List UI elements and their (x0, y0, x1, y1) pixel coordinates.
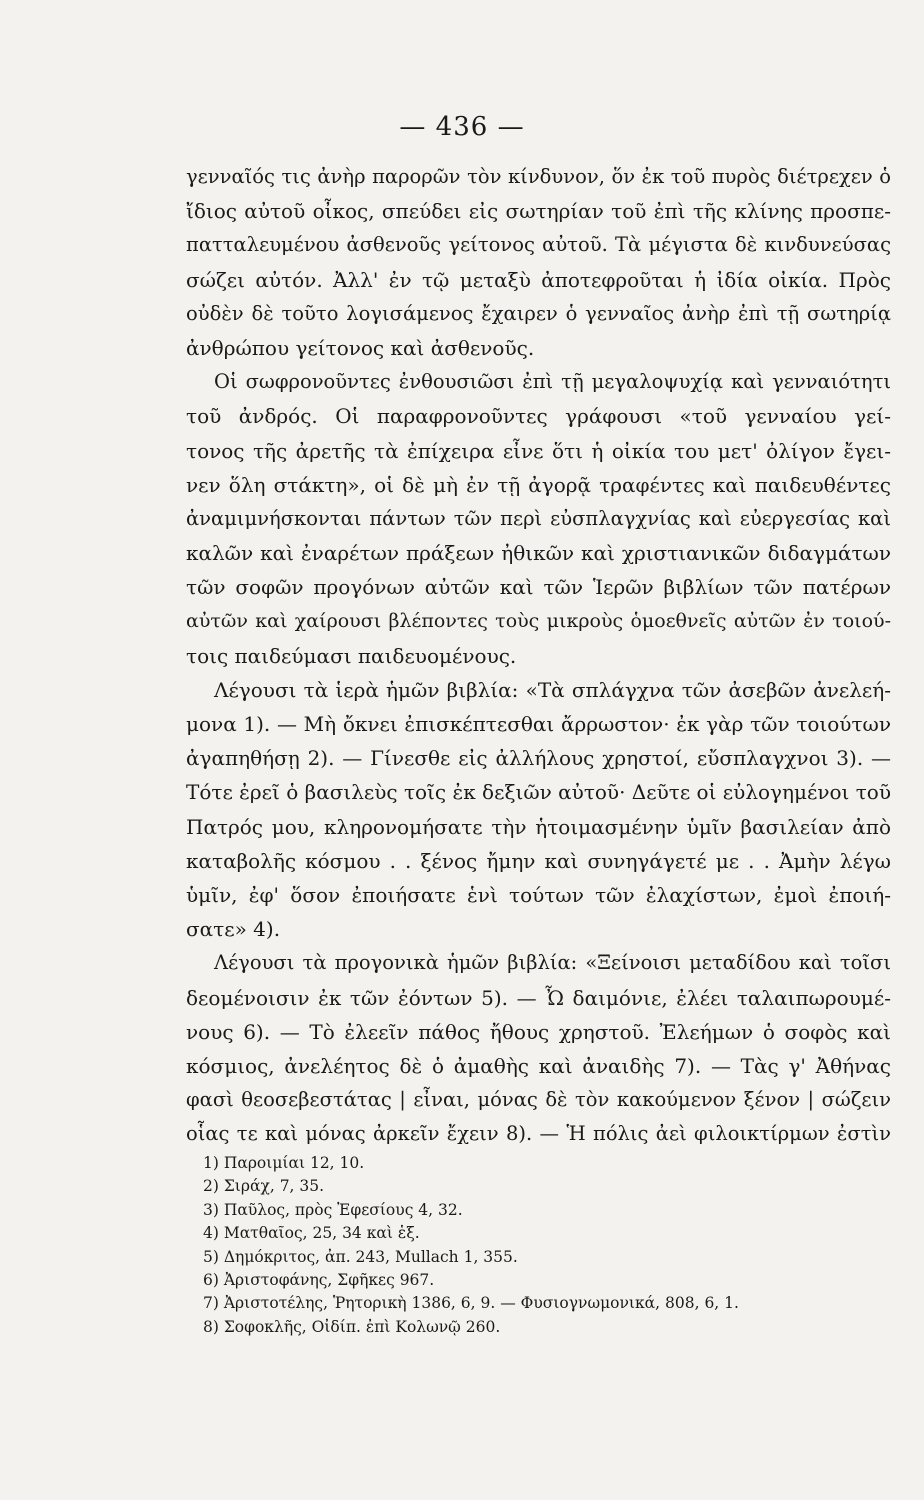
text-line: ἀγαπηθήσῃ 2). — Γίνεσθε εἰς ἀλλήλους χρηστοί, εὔσπλαγχνοι 3). — (186, 746, 891, 771)
text-line: τῶν σοφῶν προγόνων αὐτῶν καὶ τῶν Ἱερῶν βιβλίων τῶν πατέρων (186, 575, 891, 600)
text-line: ὑμῖν, ἐφ' ὅσον ἐποιήσατε ἑνὶ τούτων τῶν ἐλαχίστων, ἐμοὶ ἐποιή- (186, 882, 891, 907)
text-line: Πατρός μου, κληρονομήσατε τὴν ἡτοιμασμένην ὑμῖν βασιλείαν ἀπὸ (186, 814, 891, 839)
text-line: τοῦ ἀνδρός. Οἱ παραφρονοῦντες γράφουσι «τοῦ γενναίου γεί- (186, 404, 891, 429)
text-line: νεν ὅλη στάκτη», οἱ δὲ μὴ ἐν τῇ ἀγορᾷ τραφέντες καὶ παιδευθέντες (186, 472, 891, 497)
text-line: γενναῖός τις ἀνὴρ παρορῶν τὸν κίνδυνον, ὅν ἐκ τοῦ πυρὸς διέτρεχεν ὁ (186, 165, 891, 188)
text-line: τοις παιδεύμασι παιδευομένους. (186, 643, 517, 668)
text-line: Οἱ σωφρονοῦντες ἐνθουσιῶσι ἐπὶ τῇ μεγαλοψυχίᾳ καὶ γενναιότητι (214, 370, 891, 394)
footnote: 7) Ἀριστοτέλης, Ῥητορικὴ 1386, 6, 9. — Φυσιογνωμονικά, 808, 6, 1. (203, 1294, 739, 1313)
footnote: 1) Παροιμίαι 12, 10. (203, 1154, 365, 1172)
text-line: φασὶ θεοσεβεστάτας | εἶναι, μόνας δὲ τὸν κακούμενον ξένον | σώζειν (186, 1088, 891, 1112)
text-line: Λέγουσι τὰ προγονικὰ ἡμῶν βιβλία: «Ξείνοισι μεταδίδου καὶ τοῖσι (214, 951, 891, 975)
page-number: — 436 — (399, 112, 525, 142)
text-line: νους 6). — Τὸ ἐλεεῖν πάθος ἤθους χρηστοῦ. Ἐλεήμων ὁ σοφὸς καὶ (186, 1019, 891, 1044)
text-line: τονος τῆς ἀρετῆς τὰ ἐπίχειρα εἶνε ὅτι ἡ οἰκία του μετ' ὀλίγον ἔγει- (186, 438, 891, 463)
text-line: ἴδιος αὐτοῦ οἶκος, σπεύδει εἰς σωτηρίαν τοῦ ἐπὶ τῆς κλίνης προσπε- (186, 199, 891, 224)
footnotes (203, 1152, 823, 1339)
text-line: καλῶν καὶ ἐναρέτων πράξεων ἠθικῶν καὶ χριστιανικῶν διδαγμάτων (186, 541, 891, 566)
text-line: αὐτῶν καὶ χαίρουσι βλέποντες τοὺς μικροὺς ὁμοεθνεῖς αὐτῶν ἐν τοιού- (186, 610, 891, 633)
text-line: σώζει αὐτόν. Ἀλλ' ἐν τῷ μεταξὺ ἀποτεφροῦται ἡ ἰδία οἰκία. Πρὸς (186, 267, 891, 292)
footnote: 2) Σιράχ, 7, 35. (203, 1177, 325, 1196)
text-line: Τότε ἐρεῖ ὁ βασιλεὺς τοῖς ἐκ δεξιῶν αὐτοῦ· Δεῦτε οἱ εὐλογημένοι τοῦ (186, 780, 891, 805)
text-line: ἀναμιμνήσκονται πάντων τῶν περὶ εὐσπλαγχνίας καὶ εὐεργεσίας καὶ (186, 506, 891, 530)
text-line: μονα 1). — Μὴ ὄκνει ἐπισκέπτεσθαι ἄρρωστον· ἐκ γὰρ τῶν τοιούτων (186, 712, 891, 736)
text-line: ἀνθρώπου γείτονος καὶ ἀσθενοῦς. (186, 335, 535, 360)
text-line: πατταλευμένου ἀσθενοῦς γείτονος αὐτοῦ. Τὰ μέγιστα δὲ κινδυνεύσας (186, 233, 891, 257)
text-line: οἷας τε καὶ μόνας ἀρκεῖν ἔχειν 8). — Ἡ πόλις ἀεὶ φιλοικτίρμων ἐστὶν (186, 1122, 891, 1146)
text-line: κόσμιος, ἀνελέητος δὲ ὁ ἀμαθὴς καὶ ἀναιδὴς 7). — Τὰς γ' Ἀθήνας (186, 1053, 891, 1078)
text-line: Λέγουσι τὰ ἱερὰ ἡμῶν βιβλία: «Τὰ σπλάγχνα τῶν ἀσεβῶν ἀνελεή- (214, 677, 891, 702)
footnote: 3) Παῦλος, πρὸς Ἐφεσίους 4, 32. (203, 1200, 463, 1219)
text-line: δεομένοισιν ἐκ τῶν ἐόντων 5). — Ὦ δαιμόνιε, ἐλέει ταλαιπωρουμέ- (186, 985, 891, 1010)
footnote: 8) Σοφοκλῆς, Οἰδίπ. ἐπὶ Κολωνῷ 260. (203, 1317, 501, 1336)
main-text (186, 160, 891, 1151)
text-line: καταβολῆς κόσμου . . ξένος ἤμην καὶ συνηγάγετέ με . . Ἀμὴν λέγω (186, 848, 891, 873)
footnote: 4) Ματθαῖος, 25, 34 καὶ ἑξ. (203, 1224, 420, 1243)
text-line: σατε» 4). (186, 917, 281, 942)
footnote: 5) Δημόκριτος, ἀπ. 243, Mullach 1, 355. (203, 1247, 518, 1266)
footnote: 6) Ἀριστοφάνης, Σφῆκες 967. (203, 1270, 435, 1289)
text-line: οὐδὲν δὲ τοῦτο λογισάμενος ἔχαιρεν ὁ γενναῖος ἀνὴρ ἐπὶ τῇ σωτηρίᾳ (186, 301, 891, 325)
